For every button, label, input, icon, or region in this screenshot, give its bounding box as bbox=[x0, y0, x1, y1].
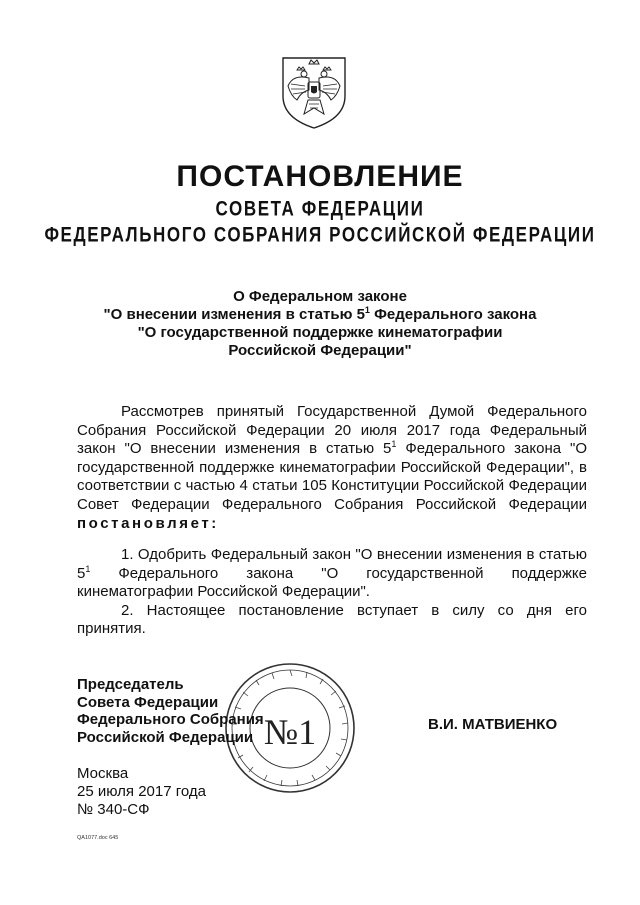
file-code: QA1077.doc 645 bbox=[77, 835, 119, 841]
place: Москва bbox=[77, 765, 129, 782]
resolution-item-1-tail: Федерального закона "О государственной поддержке кинематографии Российской Федерации". bbox=[77, 564, 587, 601]
document-subtitle-line2: ФЕДЕРАЛЬНОГО СОБРАНИЯ РОССИЙСКОЙ ФЕДЕРАЦИИ bbox=[44, 222, 596, 247]
document-subtitle-line1: СОВЕТА ФЕДЕРАЦИИ bbox=[215, 196, 425, 221]
resolution-item-1-text: 1. Одобрить Федеральный закон "О внесении изменения в статью 5 bbox=[77, 546, 587, 582]
resolution-item-1 bbox=[77, 546, 587, 602]
signer-name: В.И. МАТВИЕНКО bbox=[428, 716, 558, 733]
signer-title bbox=[77, 676, 264, 746]
place-date-block bbox=[77, 765, 206, 819]
seal-number: №1 bbox=[263, 712, 317, 752]
document-number: № 340-СФ bbox=[77, 801, 150, 818]
resolution-item-2: 2. Настоящее постановление вступает в силу со дня его принятия. bbox=[77, 601, 587, 638]
signer-title-line2: Совета Федерации bbox=[77, 693, 219, 711]
law-heading-line4: Российской Федерации" bbox=[228, 342, 412, 359]
date: 25 июля 2017 года bbox=[77, 783, 206, 800]
decree-word: постановляет: bbox=[77, 514, 219, 532]
resolution-items bbox=[77, 546, 587, 639]
preamble-paragraph bbox=[77, 403, 587, 533]
signer-title-line1: Председатель bbox=[77, 676, 184, 693]
law-heading-line3: "О государственной поддержке кинематографии bbox=[137, 324, 503, 341]
signer-title-line4: Российской Федерации bbox=[77, 728, 254, 746]
coat-of-arms-icon bbox=[279, 52, 349, 130]
law-heading-line2 bbox=[0, 306, 640, 324]
document-title: ПОСТАНОВЛЕНИЕ bbox=[176, 160, 464, 193]
preamble-text: Рассмотрев принятый Государственной Думой Федерального Собрания Российской Федерации 20 июля 2017 года Федеральный закон "О внесении изменения в статью 5 bbox=[77, 403, 587, 458]
law-heading bbox=[0, 288, 640, 360]
preamble-text-tail: Федерального закона "О государственной поддержке кинематографии Российской Федерации", в соответствии с частью 4 статьи 105 Конституции Российской Федерации Совет Федерации Федерального Собрания Российской Федерации bbox=[77, 440, 587, 513]
law-heading-line2-text: "О внесении изменения в статью 5 bbox=[103, 306, 365, 323]
signer-title-line3: Федерального Собрания bbox=[77, 711, 264, 728]
law-heading-superscript: 1 bbox=[364, 305, 370, 315]
preamble-superscript: 1 bbox=[391, 439, 397, 450]
resolution-item-1-superscript: 1 bbox=[85, 563, 91, 574]
law-heading-line2-tail: Федерального закона bbox=[369, 306, 537, 323]
law-heading-line1: О Федеральном законе bbox=[233, 288, 407, 305]
